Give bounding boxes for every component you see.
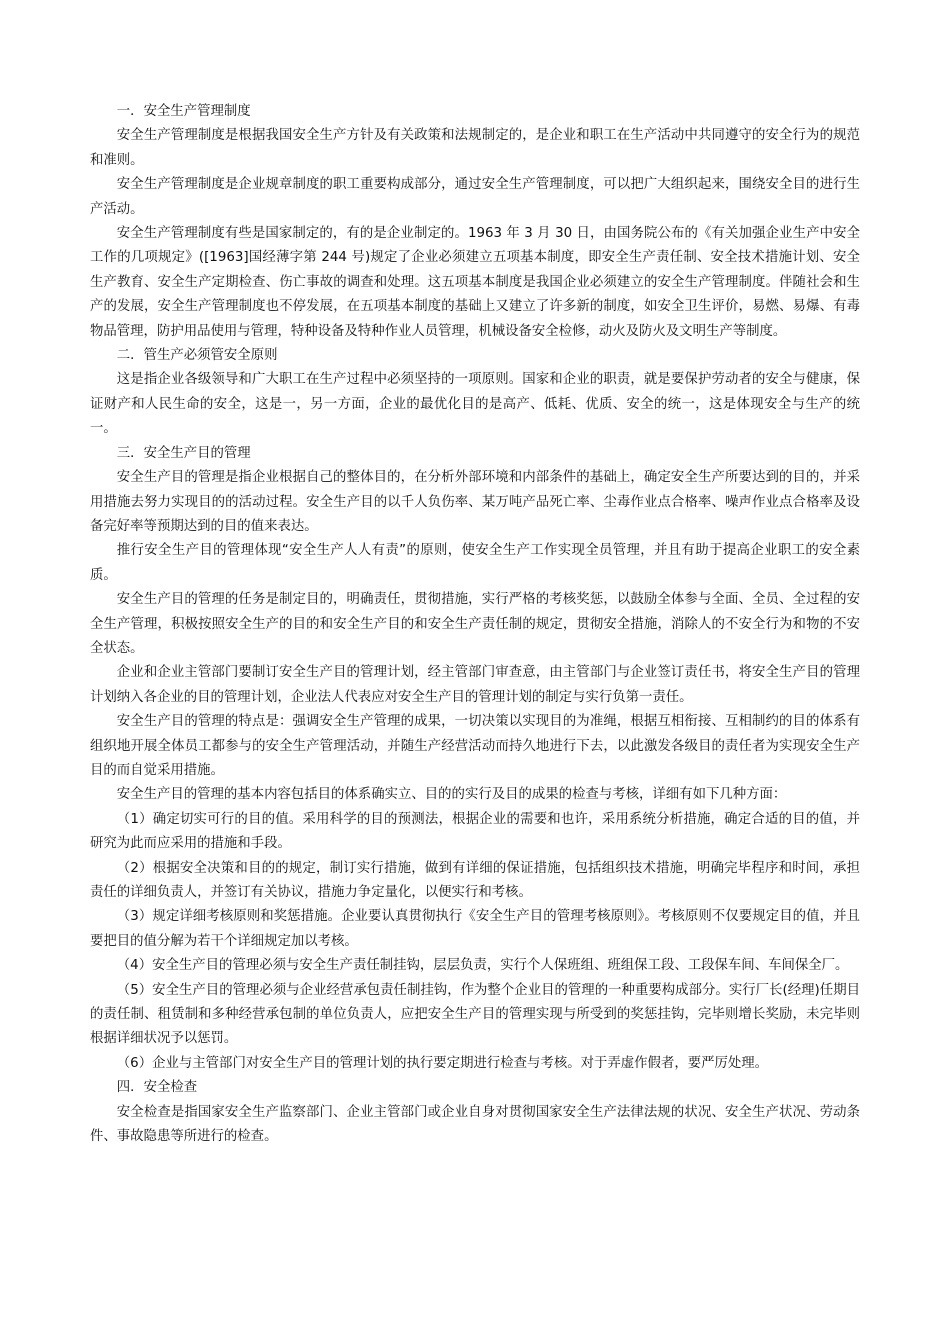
list-item: （5）安全生产目的管理必须与企业经营承包责任制挂钩，作为整个企业目的管理的一种重要构成部分。实行厂长(经理)任期目的责任制、租赁制和多种经营承包制的单位负责人，应把安全生产目的管理实现与所受到的奖惩挂钩，完毕则增长奖励，未完毕则根据详细状况予以惩罚。	[90, 982, 860, 1047]
paragraph: 推行安全生产目的管理体现“安全生产人人有责”的原则，使安全生产工作实现全员管理，并且有助于提高企业职工的安全素质。	[90, 543, 860, 583]
list-item: （4）安全生产目的管理必须与安全生产责任制挂钩，层层负责，实行个人保班组、班组保工段、工段保车间、车间保全厂。	[116, 958, 849, 974]
paragraph: 安全生产管理制度有些是国家制定的，有的是企业制定的。1963 年 3 月 30 日，由国务院公布的《有关加强企业生产中安全工作的几项规定》([1963]国经薄字第 244 号)规定了企业必须建立五项基本制度，即安全生产责任制、安全技术措施计划、安全生产教育、安全生产定期检查、伤亡事故的调查和处理。这五项基本制度是我国企业必须建立的安全生产管理制度。伴随社会和生产的发展，安全生产管理制度也不停发展，在五项基本制度的基础上又建立了许多新的制度，如安全卫生评价，易燃、易爆、有毒物品管理，防护用品使用与管理，特种设备及特种作业人员管理，机械设备安全检修，动火及防火及文明生产等制度。	[90, 226, 860, 339]
section-heading-2: 二．管生产必须管安全原则	[116, 348, 278, 364]
section-heading-4: 四．安全检查	[116, 1080, 198, 1096]
document-page	[90, 100, 860, 1149]
paragraph: 这是指企业各级领导和广大职工在生产过程中必须坚持的一项原则。国家和企业的职责，就是要保护劳动者的安全与健康，保证财产和人民生命的安全，这是一，另一方面，企业的最优化目的是高产、低耗、优质、安全的统一，这是体现安全与生产的统一。	[90, 372, 860, 437]
paragraph: 安全生产目的管理的特点是：强调安全生产管理的成果，一切决策以实现目的为准绳，根据互相衔接、互相制约的目的体系有组织地开展全体员工都参与的安全生产管理活动，并随生产经营活动而持久地进行下去，以此激发各级目的责任者为实现安全生产目的而自觉采用措施。	[90, 714, 860, 778]
paragraph: 企业和企业主管部门要制订安全生产目的管理计划，经主管部门审查意，由主管部门与企业签订责任书，将安全生产目的管理计划纳入各企业的目的管理计划，企业法人代表应对安全生产目的管理计划的制定与实行负第一责任。	[90, 665, 860, 705]
section-heading-1: 一．安全生产管理制度	[116, 104, 251, 119]
paragraph: 安全生产目的管理的任务是制定目的，明确责任，贯彻措施，实行严格的考核奖惩，以鼓励全体参与全面、全员、全过程的安全生产管理，积极按照安全生产的目的和安全生产目的和安全生产责任制的规定，贯彻安全措施，消除人的不安全行为和物的不安全状态。	[90, 592, 860, 656]
list-item: （2）根据安全决策和目的的规定，制订实行措施，做到有详细的保证措施，包括组织技术措施，明确完毕程序和时间，承担责任的详细负责人，并签订有关协议，措施力争定量化，以便实行和考核。	[90, 860, 860, 900]
paragraph: 安全生产目的管理是指企业根据自己的整体目的，在分析外部环境和内部条件的基础上，确定安全生产所要达到的目的，并采用措施去努力实现目的的活动过程。安全生产目的以千人负伤率、某万吨产品死亡率、尘毒作业点合格率、噪声作业点合格率及设备完好率等预期达到的目的值来表达。	[90, 470, 860, 534]
section-heading-3: 三．安全生产目的管理	[116, 445, 251, 461]
paragraph: 安全检查是指国家安全生产监察部门、企业主管部门或企业自身对贯彻国家安全生产法律法规的状况、安全生产状况、劳动条件、事故隐患等所进行的检查。	[90, 1104, 860, 1145]
list-item: （6）企业与主管部门对安全生产目的管理计划的执行要定期进行检查与考核。对于弄虚作假者，要严厉处理。	[116, 1055, 769, 1071]
list-item: （3）规定详细考核原则和奖惩措施。企业要认真贯彻执行《安全生产目的管理考核原则》。考核原则不仅要规定目的值，并且要把目的值分解为若干个详细规定加以考核。	[90, 909, 860, 949]
paragraph: 安全生产管理制度是根据我国安全生产方针及有关政策和法规制定的，是企业和职工在生产活动中共同遵守的安全行为的规范和准则。	[90, 128, 860, 168]
list-item: （1）确定切实可行的目的值。采用科学的目的预测法，根据企业的需要和也许，采用系统分析措施，确定合适的目的值，并研究为此而应采用的措施和手段。	[90, 811, 860, 852]
paragraph: 安全生产管理制度是企业规章制度的职工重要构成部分，通过安全生产管理制度，可以把广大组织起来，围绕安全目的进行生产活动。	[90, 177, 860, 217]
paragraph: 安全生产目的管理的基本内容包括目的体系确实立、目的的实行及目的成果的检查与考核，详细有如下几种方面：	[116, 787, 787, 803]
